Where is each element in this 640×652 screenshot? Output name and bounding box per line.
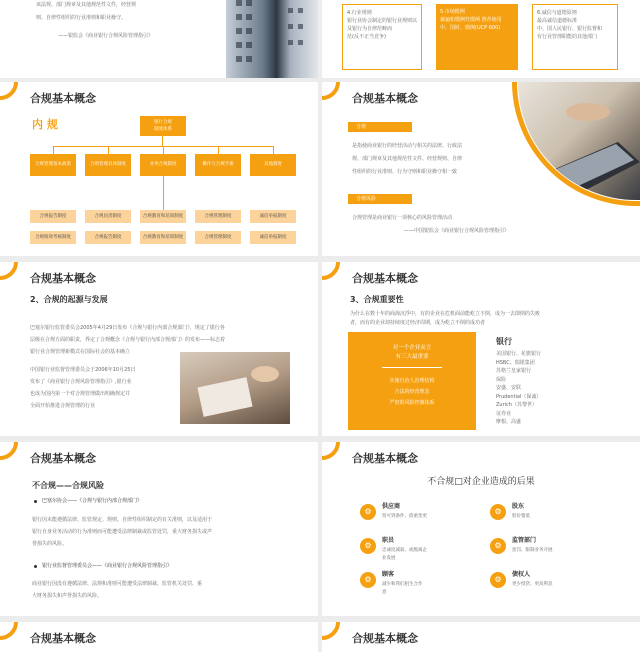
importance-item: 实施自治人治理结构 xyxy=(389,378,435,384)
risk-text: 合规管理是商业银行一项核心的风险管理活动 xyxy=(352,215,453,221)
bank-item: 证券业 xyxy=(496,410,512,417)
slide-title: 合规基本概念 xyxy=(352,632,418,645)
slide-internal-rules xyxy=(0,82,318,256)
bank-item: HSBC、瑞银集团 xyxy=(496,359,535,366)
org-leaf-node: 合规绩效考核制度 xyxy=(30,231,76,244)
risk-badge: 合规风险 xyxy=(348,194,412,204)
org-root-node: 银行合规 制度体系 xyxy=(140,116,186,136)
quote-line-2: 则、自律性组织的行业准则和职业操守。 xyxy=(36,15,127,21)
importance-box-lines xyxy=(348,376,476,409)
slide-subtitle: 不合规□对企业造成的后果 xyxy=(427,477,535,487)
definition-line-3: 性组织的行业准则、行为守则和职业操守相一致 xyxy=(352,169,458,175)
definition-line-1: 是指使商业银行的经营活动与相关的法律、行政法 xyxy=(352,143,463,149)
connector-line xyxy=(218,146,219,154)
importance-box xyxy=(348,332,476,430)
slide-title: 合规基本概念 xyxy=(352,272,418,285)
consequence-name: 股东 xyxy=(512,503,525,510)
slide-title: 合规基本概念 xyxy=(30,92,96,105)
connector-line xyxy=(163,146,164,154)
connector-line xyxy=(108,146,109,154)
bank-label: 银行 xyxy=(496,337,512,346)
risk-def-2-line: 商业银行因没有遵循法律、法规和准则可能遭受法律制裁、监管机关处罚、重 xyxy=(32,581,203,587)
org-leaf-node: 合规教育和培训制度 xyxy=(140,210,186,223)
connector-line xyxy=(273,146,274,154)
consequence-desc: 业发展 xyxy=(382,556,396,561)
consequence-name: 职员 xyxy=(382,537,395,544)
org-leaf-node: 合规报告制度 xyxy=(30,210,76,223)
slide-title: 合规基本概念 xyxy=(352,92,418,105)
corner-arc-decoration xyxy=(322,262,340,280)
consequence-desc: 忠诚度减弱、或脱离企 xyxy=(382,548,427,553)
building-illustration xyxy=(226,0,318,78)
corner-arc-decoration xyxy=(0,622,18,640)
importance-item: 严密的风险控制体系 xyxy=(389,400,435,406)
bullet-dot xyxy=(34,565,37,568)
slide-regulation-sources-left xyxy=(0,0,318,78)
source-box-industry xyxy=(342,4,422,70)
bank-item: Zurich（苏黎世） xyxy=(496,402,537,408)
risk-source: ——中国银监会《商业银行合规风险管理指引》 xyxy=(404,228,510,234)
slide-title: 合规基本概念 xyxy=(30,272,96,285)
bank-item: 苏格兰皇家银行 xyxy=(496,368,532,374)
org-leaf-node: 合规问责制度 xyxy=(85,210,131,223)
employee-icon: ⚙ xyxy=(360,538,376,554)
slide-compliance-importance xyxy=(322,262,640,436)
building-photo xyxy=(226,0,318,78)
slide-partial-bottom-left xyxy=(0,622,318,652)
corner-arc-decoration xyxy=(322,442,340,460)
desk-photo xyxy=(180,352,290,424)
bank-item: 摩根、高盛 xyxy=(496,419,522,425)
shareholder-icon: ⚙ xyxy=(490,504,506,520)
consequence-name: 债权人 xyxy=(512,571,531,578)
slide-partial-bottom-right xyxy=(322,622,640,652)
source-box-ethics-text: 6.诚信与道德原则 最高诚信道德标准 中、国人民银行、银行监督和 有行业管理职能的其他部门 xyxy=(537,10,603,40)
photo-frame-arc xyxy=(512,82,640,206)
risk-def-2-line: 大财务损失和声誉损失的风险。 xyxy=(32,593,103,599)
definition-line-2: 规、部门规章及其他规范性文件、经营规则、自律 xyxy=(352,156,463,162)
org-leaf-node: 合规报告制度 xyxy=(85,231,131,244)
importance-item: 合法的经营理念 xyxy=(394,389,430,395)
origin-para-2-line: 也成为国内第一个对合规管理做出明确规定并 xyxy=(30,391,131,397)
org-mid-node: 合规管理基本政策 xyxy=(30,154,76,176)
regulator-icon: ⚙ xyxy=(490,538,506,554)
intro-line: 者，而有的企业却持续度过经济周期，成为屹立不倒的成功者 xyxy=(350,320,486,326)
slide-title: 合规基本概念 xyxy=(352,452,418,465)
slide-title: 合规基本概念 xyxy=(30,452,96,465)
corner-arc-decoration xyxy=(322,82,340,100)
risk-def-1-line: 誉损失的风险。 xyxy=(32,541,68,547)
slide-subtitle: 不合规——合规风险 xyxy=(32,481,104,490)
slide-subtitle: 3、合规重要性 xyxy=(350,295,404,304)
connector-line xyxy=(163,176,164,210)
supplier-icon: ⚙ xyxy=(360,504,376,520)
slide-compliance-risk xyxy=(0,442,318,616)
bank-item: 美国银行、花旗银行 xyxy=(496,351,542,357)
source-box-industry-text: 4.行业规则 银行业协会制定的银行业规则以及银行为自律范畴而 范(反不正当竞争) xyxy=(347,10,418,40)
connector-line xyxy=(162,136,163,146)
slide-compliance-definition xyxy=(322,82,640,256)
org-leaf-node: 诚信举报制度 xyxy=(250,210,296,223)
connector-line xyxy=(53,146,54,154)
quote-line-1: 该法规、部门规章及其他规范性文件，经营规 xyxy=(36,2,137,8)
corner-arc-decoration xyxy=(0,262,18,280)
risk-def-1-line: 银行因未能遵循法律、监管规定、规则、自律性组织制定的有关准则，以及适用于 xyxy=(32,517,213,523)
corner-arc-decoration xyxy=(322,622,340,640)
risk-source-1: 巴塞尔协会——《合规与银行内部合规部门》 xyxy=(42,498,143,504)
org-mid-node: 业务合规制度 xyxy=(140,154,186,176)
consequence-name: 监管部门 xyxy=(512,537,537,544)
consequence-desc: 股价猪低 xyxy=(512,514,530,519)
consequence-desc: 意 xyxy=(382,590,387,595)
definition-badge: 合规 xyxy=(348,122,412,132)
desk-illustration xyxy=(180,352,290,424)
slide-subtitle: 内 规 xyxy=(32,118,58,131)
importance-box-head-line: 对一个企业而言 xyxy=(392,345,432,351)
source-box-market: 5.市场惯例 被遍如惯例性惯例 推荐使用 中、国时、惯例(UCP 600) xyxy=(436,4,518,70)
origin-para-2-line: 中国银行业监督管理委员会于2006年10月25日 xyxy=(30,367,136,373)
slide-consequences xyxy=(322,442,640,616)
org-leaf-node: 合规管理制度 xyxy=(195,231,241,244)
customer-icon: ⚙ xyxy=(360,572,376,588)
origin-para-1-line: 银行业合规管理新模式在国际社会的基本确立 xyxy=(30,349,131,355)
consequence-desc: 减少和我们租生合作 xyxy=(382,582,423,587)
org-leaf-node: 合规管理制度 xyxy=(195,210,241,223)
org-mid-node: 操作与合规手册 xyxy=(195,154,241,176)
bullet-dot xyxy=(34,500,37,503)
bank-list xyxy=(496,350,541,427)
org-mid-node: 合规管理具体制度 xyxy=(85,154,131,176)
consequence-name: 顾客 xyxy=(382,571,395,578)
risk-source-2: 银行业监督管理委员会——《商业银行合规风险管理指引》 xyxy=(42,563,173,569)
origin-para-1-line: 层级在合规方面的职责，界定了合规概念《合规与银行内部合规部门》的发布——标志着 xyxy=(30,337,226,343)
org-leaf-node: 合规教育和培训制度 xyxy=(140,231,186,244)
source-box-ethics xyxy=(532,4,618,70)
creditor-icon: ⚙ xyxy=(490,572,506,588)
origin-para-2-line: 全面开始推进合规管理的行业 xyxy=(30,403,96,409)
importance-box-head-line: 有三大最重要 xyxy=(395,354,429,360)
corner-arc-decoration xyxy=(0,82,18,100)
importance-box-head xyxy=(348,344,476,362)
origin-para-2-line: 发布了《商业银行合规风险管理指引》,银行业 xyxy=(30,379,132,385)
bank-item: 保险 xyxy=(496,376,507,383)
risk-def-1-line: 银行自身业务活动的行为准则而可能遭受法律制裁或监管处罚，重大财务损失或声 xyxy=(32,529,213,535)
consequence-desc: 惩罚、限制业务开展 xyxy=(512,548,553,553)
slide-regulation-sources-right xyxy=(322,0,640,78)
slide-subtitle: 2、合规的起源与发展 xyxy=(30,295,108,304)
corner-arc-decoration xyxy=(0,442,18,460)
consequence-name: 供应商 xyxy=(382,503,401,510)
slide-title: 合规基本概念 xyxy=(30,632,96,645)
bank-item: 安盛、安联 xyxy=(496,385,522,391)
consequence-desc: 更少授贷、更高利息 xyxy=(512,582,553,587)
intro-line: 为什么在数十年的商海沉浮中，有的企业在危机面前能屹立不倒，成为一去即倒的失败 xyxy=(350,311,541,317)
slide-origin-development xyxy=(0,262,318,436)
org-mid-node: 其他制度 xyxy=(250,154,296,176)
divider xyxy=(382,367,442,368)
org-leaf-node: 诚信举报制度 xyxy=(250,231,296,244)
origin-para-1-line: 巴塞尔银行监管委员会2005年4月29日发布《合规与银行内部合规部门》，规定了银行各 xyxy=(30,325,225,331)
bank-item: Prudential（保诚） xyxy=(496,393,542,400)
quote-source: ——银监会《商业银行合规风险管理指引》 xyxy=(58,33,154,39)
consequence-desc: 贸可到条件、债重变更 xyxy=(382,514,427,519)
